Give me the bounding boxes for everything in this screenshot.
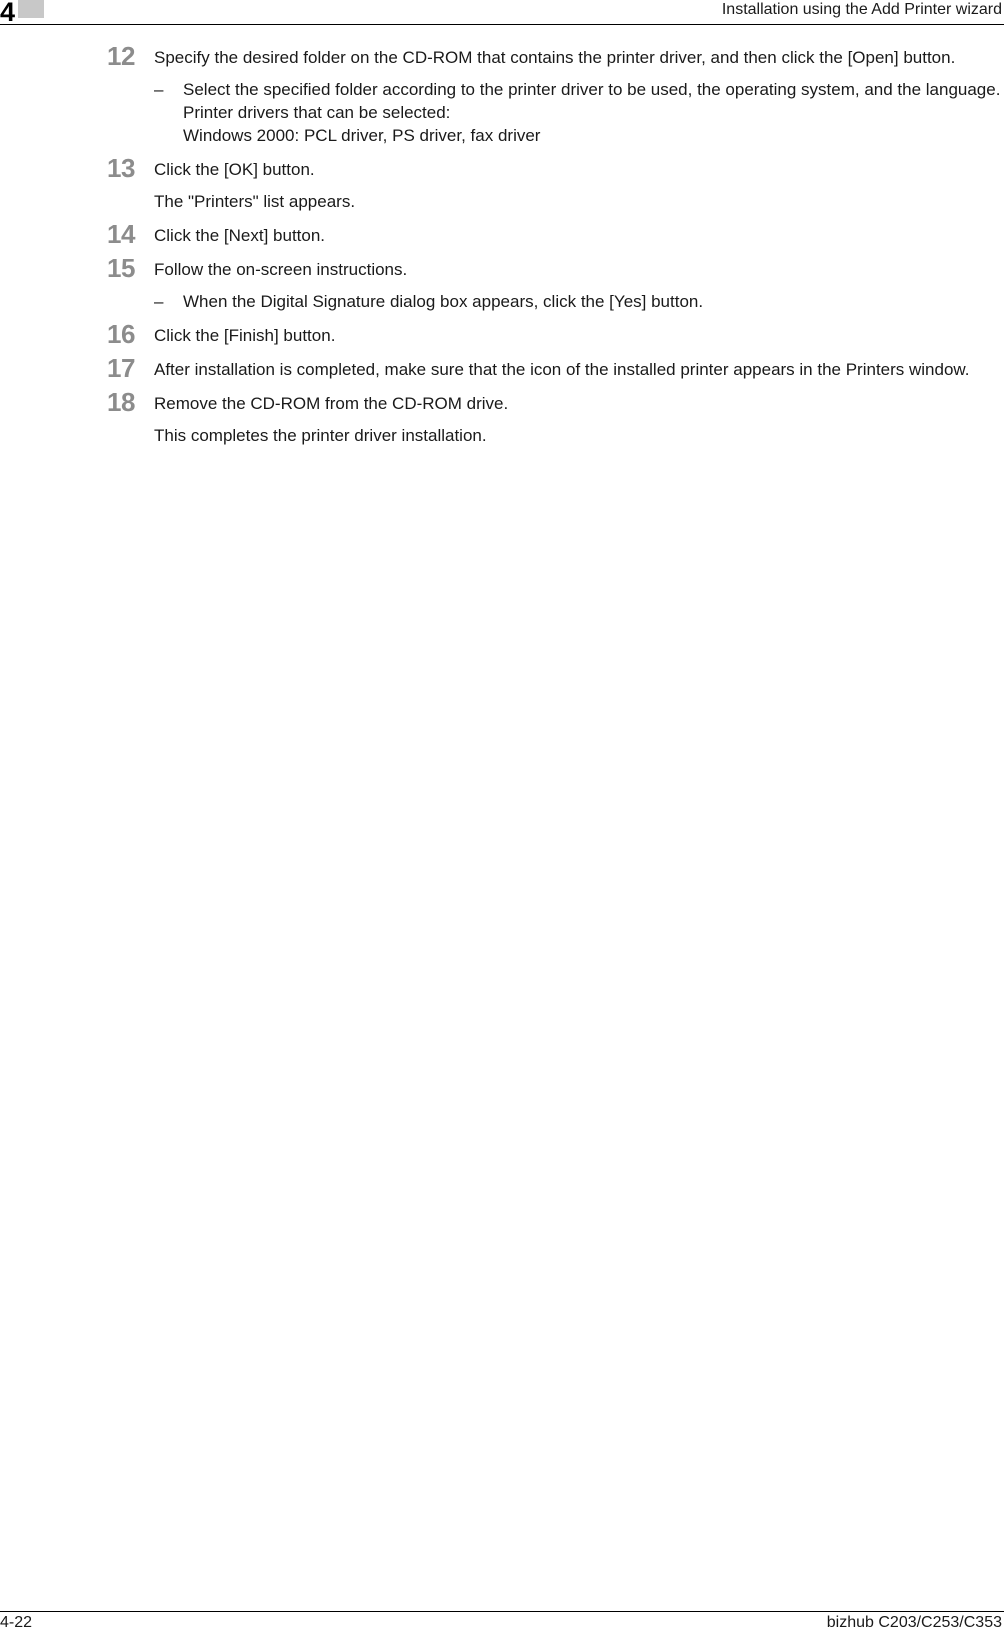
page-footer bbox=[0, 1611, 1004, 1633]
step-number: 16 bbox=[107, 319, 135, 349]
step-instruction: Remove the CD-ROM from the CD-ROM drive. bbox=[154, 394, 509, 413]
step-note bbox=[154, 78, 1002, 147]
step-number: 13 bbox=[107, 153, 135, 183]
chapter-tab-marker bbox=[18, 0, 44, 18]
step-15 bbox=[0, 253, 1004, 313]
step-17 bbox=[0, 353, 1004, 383]
step-number: 18 bbox=[107, 387, 135, 417]
note-line: Windows 2000: PCL driver, PS driver, fax driver bbox=[183, 126, 541, 145]
page-header bbox=[0, 0, 1004, 25]
step-instruction: Specify the desired folder on the CD-ROM that contains the printer driver, and then click the [Open] button. bbox=[154, 48, 956, 67]
step-16 bbox=[0, 319, 1004, 349]
section-title: Installation using the Add Printer wizard bbox=[721, 1, 1002, 18]
dash-bullet: – bbox=[154, 292, 164, 311]
step-result: This completes the printer driver installation. bbox=[154, 426, 487, 445]
step-instruction: Click the [OK] button. bbox=[154, 160, 315, 179]
step-instruction: Follow the on-screen instructions. bbox=[154, 260, 408, 279]
step-instruction: After installation is completed, make sure that the icon of the installed printer appears in the Printers window. bbox=[154, 360, 970, 379]
note-line: When the Digital Signature dialog box appears, click the [Yes] button. bbox=[183, 292, 704, 311]
step-number: 17 bbox=[107, 353, 135, 383]
step-number: 14 bbox=[107, 219, 135, 249]
step-12 bbox=[0, 41, 1004, 147]
step-number: 12 bbox=[107, 41, 135, 71]
step-note bbox=[154, 290, 1002, 313]
note-line: Select the specified folder according to the printer driver to be used, the operating system, and the language. bbox=[183, 80, 1001, 99]
dash-bullet: – bbox=[154, 80, 164, 99]
product-name: bizhub C203/C253/C353 bbox=[826, 1614, 1002, 1631]
step-instruction: Click the [Finish] button. bbox=[154, 326, 336, 345]
step-14 bbox=[0, 219, 1004, 249]
step-number: 15 bbox=[107, 253, 135, 283]
note-line: Printer drivers that can be selected: bbox=[183, 103, 451, 122]
step-13 bbox=[0, 153, 1004, 213]
chapter-number: 4 bbox=[0, 0, 16, 27]
step-instruction: Click the [Next] button. bbox=[154, 226, 326, 245]
step-18 bbox=[0, 387, 1004, 447]
page-number: 4-22 bbox=[0, 1614, 33, 1631]
step-result: The "Printers" list appears. bbox=[154, 192, 356, 211]
page-content bbox=[0, 41, 1004, 458]
